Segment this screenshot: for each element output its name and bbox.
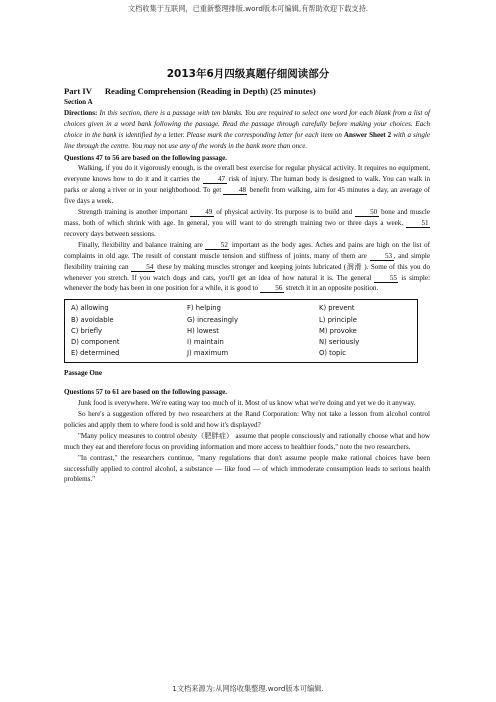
page-header-note: 文档收集于互联网，已重新整理排版.word版本可编辑,有帮助欢迎下载支持. — [127, 4, 369, 13]
blank-49: 49 — [190, 208, 214, 217]
word-bank-option: B) avoidable — [71, 315, 114, 324]
word-bank-option: L) principle — [319, 315, 357, 324]
word-bank — [64, 299, 418, 363]
word-bank-option: D) component — [71, 337, 120, 346]
document-body — [64, 86, 430, 485]
word-bank-option: J) maximum — [187, 349, 229, 358]
passage-paragraph: "Many policy measures to control obesity（肥胖症） assume that people consciously and rationally choose what and how much they eat and therefore focus on providing information and more access to healthier foods," note the two researchers. — [64, 431, 430, 451]
blank-53: 53 — [370, 252, 394, 261]
paragraph-walking: Walking, if you do it vigorously enough, is the overall best exercise for regular physical activity. It requires no equipment, everyone knows how to do it and it carries the 47 risk of injury. The human body is designed to walk. You can walk in parks or along a river or in your neighborhood. To get 48 benefit from walking, aim for 45 minutes a day, an average of five days a week. — [64, 164, 430, 206]
word-bank-option: H) lowest — [187, 326, 219, 335]
blank-54: 54 — [131, 263, 155, 272]
obesity-term: obesity — [176, 431, 197, 440]
passage-paragraph: So here's a suggestion offered by two researchers at the Rand Corporation: Why not take a lesson from alcohol control policies and apply them to where food is sold and how it's displayed? — [64, 410, 430, 429]
paragraph-flexibility: Finally, flexibility and balance training are 52 important as the body ages. Aches and pains are high on the list of complaints in old age. The result of constant muscle tension and stiffness of joints, many of them are 53, and simple flexibility training can 54 these by making muscles stronger and keeping joints lubricated (润滑 ). Some of this you do whenever you stretch. If you watch dogs and cats, you'll get an idea of how natural it is. The general 55 is simple: whenever the body has been in one position for a while, it is good to 56 stretch it in an opposite position. — [64, 240, 430, 293]
passage-paragraph: Junk food is everywhere. We're eating way too much of it. Most of us know what we're doing and yet we do it anyway. — [78, 399, 416, 408]
answer-sheet-label: Answer Sheet 2 — [343, 130, 392, 139]
blank-52: 52 — [205, 241, 229, 250]
word-bank-option: N) seriously — [319, 337, 360, 346]
blank-56: 56 — [260, 284, 284, 293]
page-title: 2013年6月四级真题仔细阅读部分 — [166, 68, 330, 80]
blank-47: 47 — [203, 175, 227, 184]
word-bank-option: O) topic — [319, 349, 346, 358]
word-bank-option: G) increasingly — [187, 315, 238, 324]
directions-label: Directions: — [64, 108, 98, 117]
word-bank-option: C) briefly — [71, 326, 103, 335]
passage-paragraph: "In contrast," the researchers continue, "many regulations that don't assume people make rational choices have been successfully applied to control alcohol, a substance — like food — of which immoderate consumption leads to serious health problems." — [64, 453, 430, 484]
passage-one-heading: Passage One — [64, 369, 103, 378]
blank-51: 51 — [406, 219, 430, 228]
part-label: Part IV — [64, 86, 92, 96]
blank-50: 50 — [355, 208, 379, 217]
part-heading — [64, 86, 430, 97]
directions: Directions: In this section, there is a passage with ten blanks. You are required to select one word for each blank from a list of choices given in a word bank following the passage. Read the passage through carefully before making your choices. Each choice in the bank is identified by a letter. Please mark the corresponding letter for each item on Answer Sheet 2 with a single line through the centre. You may not use any of the words in the bank more than once. — [64, 108, 430, 150]
part-title: Reading Comprehension (Reading in Depth) (25 minutes) — [104, 86, 316, 96]
word-bank-option: M) provoke — [319, 326, 357, 335]
word-bank-option: I) maintain — [187, 337, 224, 346]
questions-57-61-header: Questions 57 to 61 are based on the following passage. — [64, 388, 228, 397]
word-bank-option: E) determined — [71, 349, 120, 358]
questions-47-56-header: Questions 47 to 56 are based on the following passage. — [64, 153, 228, 162]
blank-48: 48 — [223, 186, 247, 195]
page-footer-note: 1文档来源为:从网络收集整理.word版本可编辑. — [172, 684, 324, 693]
paragraph-strength: Strength training is another important 49 of physical activity. Its purpose is to build and 50 bone and muscle mass, both of which shrink with age. In general, you will want to do strength training two or three days a week, 51 recovery days between sessions. — [64, 208, 431, 238]
word-bank-option: F) helping — [187, 304, 221, 313]
word-bank-option: K) prevent — [319, 304, 355, 313]
word-bank-option: A) allowing — [71, 304, 109, 313]
blank-55: 55 — [374, 274, 398, 283]
section-label: Section A — [64, 98, 93, 106]
